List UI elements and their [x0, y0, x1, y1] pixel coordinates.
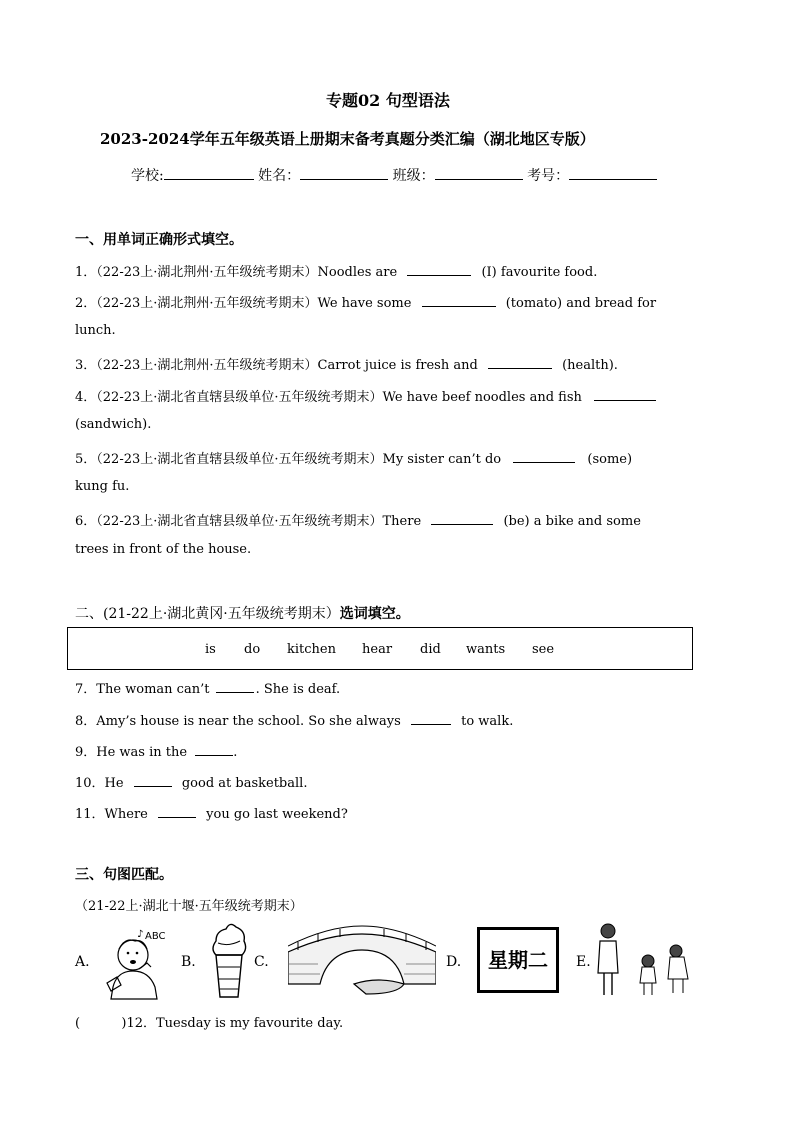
- answer-parentheses[interactable]: ( ): [75, 1016, 127, 1031]
- picture-label-d: D.: [446, 954, 462, 970]
- info-fields: [131, 165, 657, 185]
- page-subtitle: 2023-2024学年五年级英语上册期末备考真题分类汇编（湖北地区专版）: [100, 130, 595, 148]
- answer-blank[interactable]: [195, 743, 233, 756]
- answer-blank[interactable]: [407, 263, 471, 276]
- question-hint: (some): [587, 452, 633, 467]
- question-text-end: . She is deaf.: [255, 682, 341, 697]
- picture-label-c: C.: [254, 954, 269, 970]
- word-bank-item: see: [532, 642, 555, 657]
- question-text: 9．He was in the: [75, 745, 188, 760]
- question-2: [75, 292, 656, 311]
- answer-blank[interactable]: [422, 294, 496, 307]
- word-bank-item: kitchen: [287, 642, 336, 657]
- question-2-continued: lunch.: [75, 323, 116, 338]
- answer-blank[interactable]: [158, 805, 196, 818]
- question-text: 7．The woman can’t: [75, 682, 210, 697]
- question-10: [75, 772, 307, 791]
- question-text-end: good at basketball.: [181, 776, 308, 791]
- question-1: [75, 261, 597, 280]
- question-12: [75, 1012, 343, 1031]
- question-text: 4．（22-23上·湖北省直辖县级单位·五年级统考期末）We have beef noodles and fish: [75, 390, 582, 405]
- section3-source: （21-22上·湖北十堰·五年级统考期末）: [75, 899, 303, 914]
- question-5: [75, 448, 632, 467]
- question-5-continued: kung fu.: [75, 479, 130, 494]
- tuesday-picture: 星期二: [477, 927, 559, 993]
- question-text: 5．（22-23上·湖北省直辖县级单位·五年级统考期末）My sister can’t do: [75, 452, 502, 467]
- question-text-end: .: [233, 745, 238, 760]
- section2-source: 二、(21-22上·湖北黄冈·五年级统考期末）: [75, 606, 340, 622]
- picture-label-a: A.: [75, 954, 90, 970]
- question-hint: (tomato) and bread for: [505, 296, 657, 311]
- answer-blank[interactable]: [488, 356, 552, 369]
- question-6: [75, 510, 641, 529]
- question-4: [75, 386, 656, 405]
- question-6-continued: trees in front of the house.: [75, 542, 252, 557]
- section2-heading: [75, 603, 410, 623]
- question-9: [75, 741, 237, 760]
- question-text: 3．（22-23上·湖北荆州·五年级统考期末）Carrot juice is fresh and: [75, 358, 478, 373]
- question-text: 1．（22-23上·湖北荆州·五年级统考期末）Noodles are: [75, 265, 398, 280]
- section3-heading: 三、句图匹配。: [75, 867, 173, 883]
- exam-number-label: 考号：: [527, 168, 570, 184]
- question-3: [75, 354, 618, 373]
- question-text-end: to walk.: [461, 714, 514, 729]
- question-hint: (health).: [562, 358, 618, 373]
- question-text: 8．Amy’s house is near the school. So she always: [75, 714, 401, 729]
- word-bank-item: wants: [466, 642, 506, 657]
- teacher-students-picture: [594, 921, 694, 999]
- picture-label-e: E.: [576, 954, 591, 970]
- page-title: 专题02 句型语法: [326, 91, 450, 110]
- section2-instruction: 选词填空。: [339, 606, 410, 622]
- ice-cream-picture: [208, 921, 250, 999]
- answer-blank[interactable]: [411, 712, 451, 725]
- word-bank-item: hear: [362, 642, 393, 657]
- section1-heading: 一、用单词正确形式填空。: [75, 232, 243, 248]
- word-bank-item: do: [244, 642, 261, 657]
- bridge-picture: [288, 924, 436, 1000]
- word-bank-item: did: [420, 642, 441, 657]
- class-field[interactable]: [435, 167, 523, 180]
- question-text: 12．Tuesday is my favourite day.: [126, 1016, 344, 1031]
- word-bank: [67, 627, 693, 670]
- question-11: [75, 803, 348, 822]
- class-label: 班级：: [392, 168, 435, 184]
- question-hint: (be) a bike and some: [503, 514, 641, 529]
- question-text: 2．（22-23上·湖北荆州·五年级统考期末）We have some: [75, 296, 412, 311]
- answer-blank[interactable]: [594, 388, 656, 401]
- question-text-end: you go last weekend?: [206, 807, 348, 822]
- question-4-continued: (sandwich).: [75, 417, 152, 432]
- abc-text: ABC: [145, 931, 166, 942]
- picture-label-b: B.: [181, 954, 196, 970]
- school-label: 学校:: [131, 168, 164, 184]
- question-8: [75, 710, 513, 729]
- question-7: [75, 678, 340, 697]
- answer-blank[interactable]: [134, 774, 172, 787]
- question-text: 10．He: [75, 776, 124, 791]
- word-bank-item: is: [205, 642, 216, 657]
- question-text: 6．（22-23上·湖北省直辖县级单位·五年级统考期末）There: [75, 514, 422, 529]
- name-field[interactable]: [300, 167, 388, 180]
- answer-blank[interactable]: [431, 512, 493, 525]
- exam-number-field[interactable]: [569, 167, 657, 180]
- name-label: 姓名：: [258, 168, 301, 184]
- music-note-icon: ♪: [137, 929, 144, 940]
- question-text: 11．Where: [75, 807, 148, 822]
- school-field[interactable]: [164, 167, 254, 180]
- question-hint: (I) favourite food.: [481, 265, 598, 280]
- answer-blank[interactable]: [216, 680, 254, 693]
- child-singing-picture: [103, 925, 175, 1001]
- answer-blank[interactable]: [513, 450, 575, 463]
